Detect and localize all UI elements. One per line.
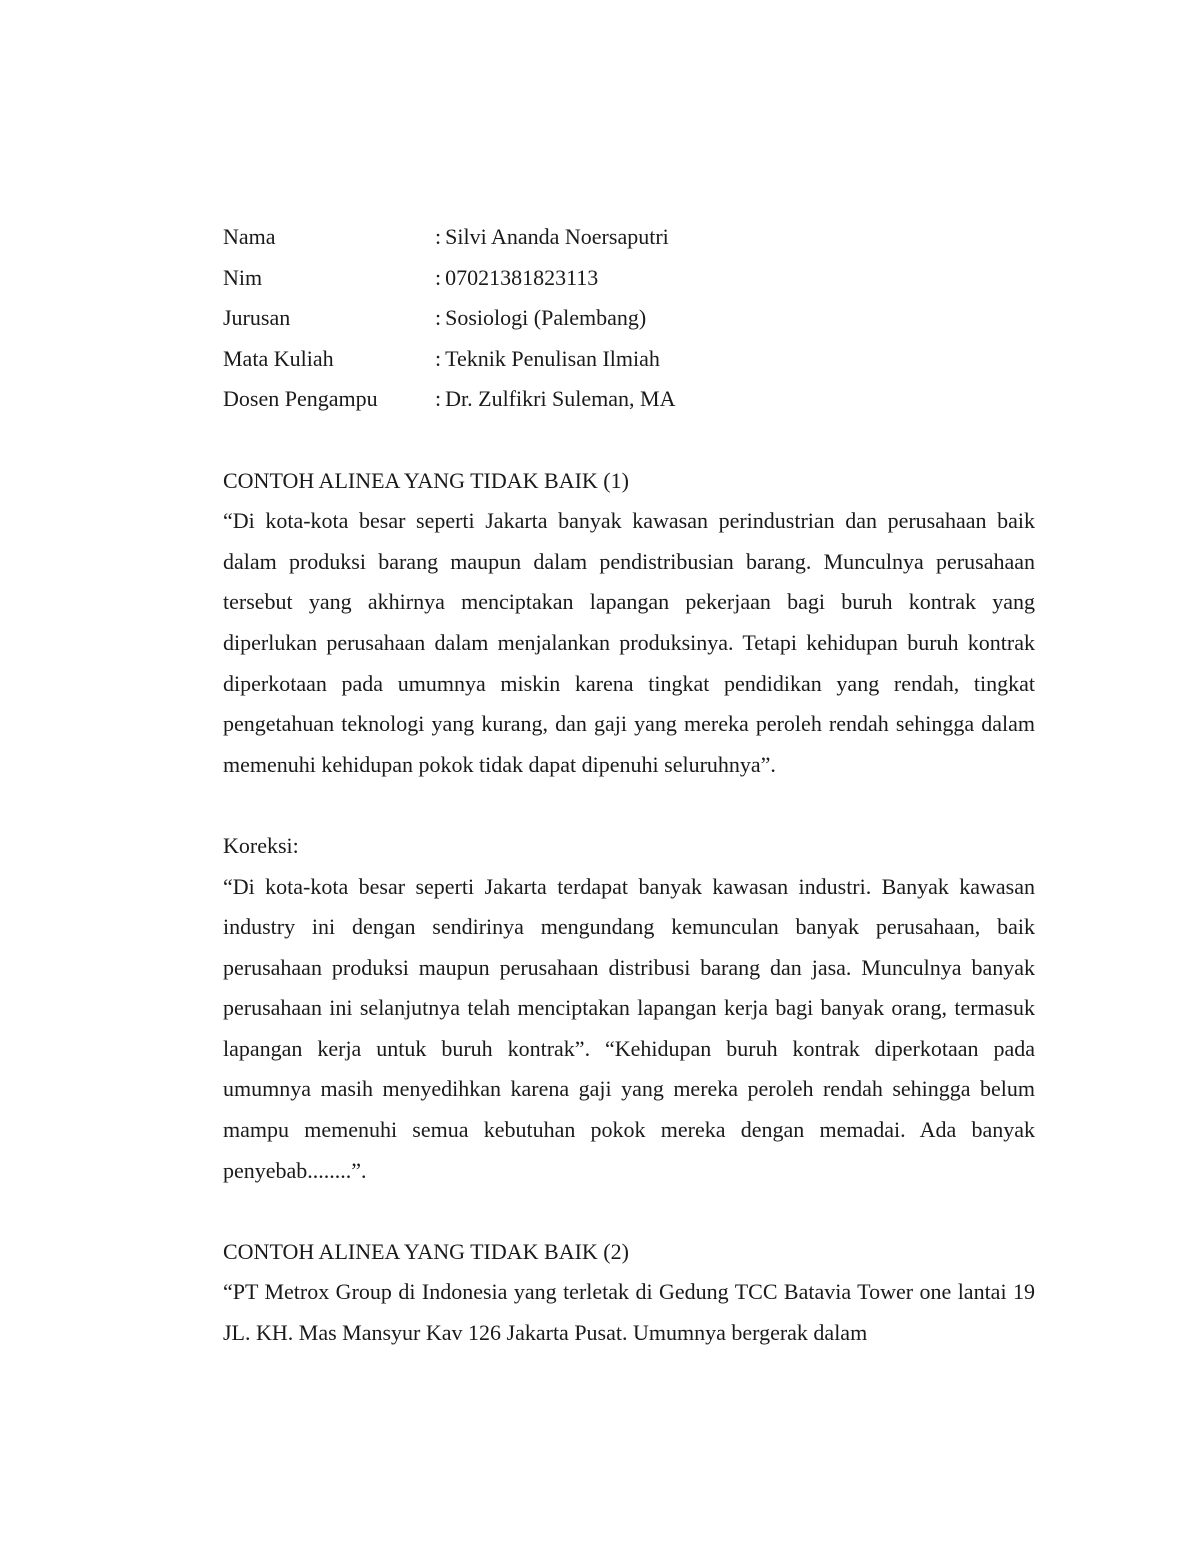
info-value-text: Silvi Ananda Noersaputri [445, 224, 669, 249]
info-value-text: Teknik Penulisan Ilmiah [445, 345, 660, 371]
info-value [435, 258, 598, 299]
info-value-text: 07021381823113 [445, 264, 599, 290]
info-label: Mata Kuliah [223, 345, 334, 371]
info-separator: : [435, 224, 442, 249]
correction-label: Koreksi: [223, 832, 299, 858]
info-value-text: Sosiologi (Palembang) [445, 305, 647, 331]
info-row-nim [223, 258, 1035, 299]
info-value-text: Dr. Zulfikri Suleman, MA [445, 386, 676, 412]
info-row-jurusan [223, 298, 1035, 339]
info-label: Dosen Pengampu [223, 386, 378, 412]
section1-heading: CONTOH ALINEA YANG TIDAK BAIK (1) [223, 467, 629, 493]
info-label: Jurusan [223, 305, 291, 331]
document-page [223, 217, 1035, 1354]
info-separator: : [435, 345, 442, 371]
info-value [435, 379, 676, 420]
info-separator: : [435, 386, 442, 412]
student-info [223, 217, 1035, 420]
info-separator: : [435, 264, 442, 290]
spacer [223, 785, 1035, 826]
info-value [435, 298, 646, 339]
info-row-dosen-pengampu [223, 379, 1035, 420]
spacer [223, 1191, 1035, 1232]
correction-paragraph: “Di kota-kota besar seperti Jakarta terdapat banyak kawasan industri. Banyak kawasan industry ini dengan sendirinya mengundang kemunculan banyak perusahaan, baik perusahaan produksi maupun perusahaan distribusi barang dan jasa. Munculnya banyak perusahaan ini selanjutnya telah menciptakan lapangan kerja bagi banyak orang, termasuk lapangan kerja untuk buruh kontrak”. “Kehidupan buruh kontrak diperkotaan pada umumnya masih menyedihkan karena gaji yang mereka peroleh rendah sehingga belum mampu memenuhi semua kebutuhan pokok mereka dengan memadai. Ada banyak penyebab........”. [223, 873, 1035, 1183]
section1-paragraph: “Di kota-kota besar seperti Jakarta banyak kawasan perindustrian dan perusahaan baik dalam produksi barang maupun dalam pendistribusian barang. Munculnya perusahaan tersebut yang akhirnya menciptakan lapangan pekerjaan bagi buruh kontrak yang diperlukan perusahaan dalam menjalankan produksinya. Tetapi kehidupan buruh kontrak diperkotaan pada umumnya miskin karena tingkat pendidikan yang rendah, tingkat pengetahuan teknologi yang kurang, dan gaji yang mereka peroleh rendah sehingga dalam memenuhi kehidupan pokok tidak dapat dipenuhi seluruhnya”. [223, 508, 1035, 777]
section2-paragraph: “PT Metrox Group di Indonesia yang terletak di Gedung TCC Batavia Tower one lantai 19 JL. KH. Mas Mansyur Kav 126 Jakarta Pusat. Umumnya bergerak dalam [223, 1279, 1035, 1346]
info-label: Nama [223, 224, 276, 249]
info-separator: : [435, 305, 442, 331]
info-value [435, 339, 660, 380]
info-row-mata-kuliah [223, 339, 1035, 380]
info-label: Nim [223, 264, 263, 290]
info-value [435, 217, 669, 258]
spacer [223, 420, 1035, 461]
info-row-nama [223, 217, 1035, 258]
section2-heading: CONTOH ALINEA YANG TIDAK BAIK (2) [223, 1238, 629, 1264]
